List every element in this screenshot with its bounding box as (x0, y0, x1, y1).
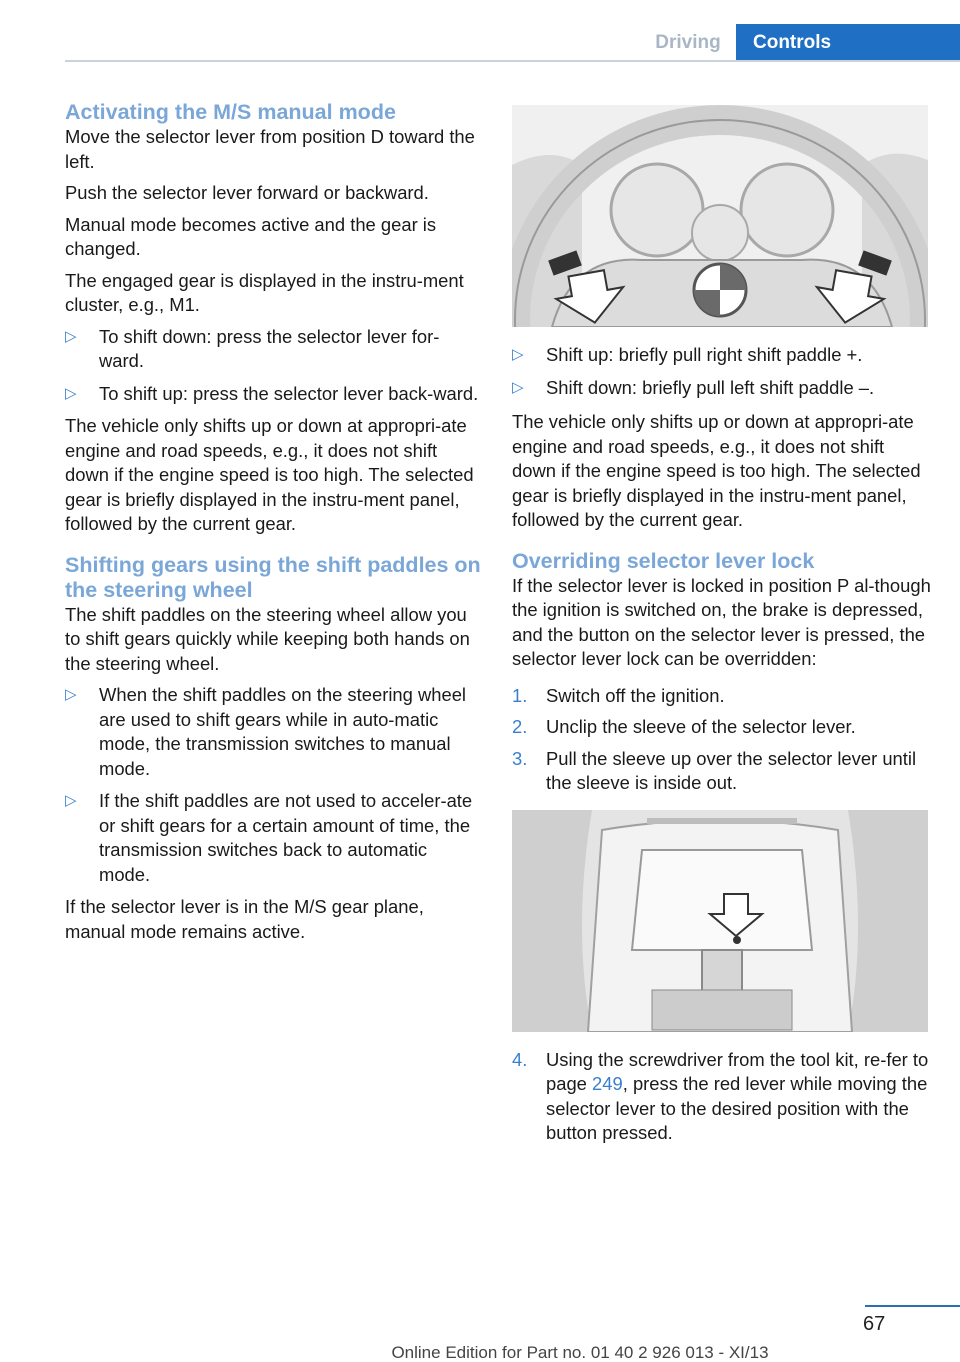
list-item-text: Using the screwdriver from the tool kit, re-fer to page (546, 1048, 929, 1094)
paragraph: If the selector lever is locked in position P al-though the ignition is switched on, the brake is depressed, and the button on the selector lever is pressed, the selector lever lock can be overridden: (512, 574, 931, 669)
list-item (65, 683, 483, 781)
paragraph: Move the selector lever from position D toward the left. (65, 126, 475, 172)
section-heading-manual-mode: Activating the M/S manual mode (65, 100, 396, 124)
triangle-bullet-icon: ▷ (65, 686, 77, 703)
right-column (512, 100, 932, 1154)
selector-lever-sleeve-icon (512, 810, 928, 1032)
page-reference-link[interactable]: 249 (592, 1073, 623, 1094)
tab-driving[interactable]: Driving (655, 32, 721, 53)
list-item-text: If the shift paddles are not used to acceler-ate or shift gears for a certain amount of time, the transmission switches back to automatic mode. (99, 790, 473, 885)
list-item-text: Pull the sleeve up over the selector lever until the sleeve is inside out. (546, 747, 917, 793)
step-number: 4. (512, 1048, 528, 1070)
bullet-list (512, 343, 932, 400)
left-column (65, 100, 483, 951)
bullet-list (65, 683, 483, 887)
list-item-text: To shift up: press the selector lever back-ward. (99, 382, 479, 404)
step-number: 2. (512, 716, 528, 737)
footer-divider (865, 1305, 960, 1307)
section-heading-lever-lock: Overriding selector lever lock (512, 548, 815, 573)
list-item (65, 382, 483, 407)
page-number: 67 (863, 1313, 886, 1335)
bullet-list (65, 325, 483, 407)
paragraph: If the selector lever is in the M/S gear plane, manual mode remains active. (65, 896, 424, 942)
list-item-text: , press the red lever while moving the selector lever to the desired position with the button pressed. (546, 1073, 928, 1143)
paragraph: The shift paddles on the steering wheel allow you to shift gears quickly while keeping both hands on the steering wheel. (65, 603, 470, 674)
paragraph: The engaged gear is displayed in the instru-ment cluster, e.g., M1. (65, 269, 464, 315)
triangle-bullet-icon: ▷ (65, 792, 77, 809)
triangle-bullet-icon: ▷ (65, 384, 77, 402)
list-item (65, 325, 483, 374)
section-heading-shift-paddles: Shifting gears using the shift paddles on the steering wheel (65, 552, 481, 602)
paragraph: Manual mode becomes active and the gear is changed. (65, 213, 437, 259)
steering-wheel-figure (512, 105, 928, 327)
triangle-bullet-icon: ▷ (65, 327, 77, 345)
steering-wheel-shift-paddles-icon (512, 105, 928, 327)
tab-controls[interactable]: Controls (736, 24, 960, 62)
list-item (512, 684, 932, 709)
list-item (512, 1048, 932, 1146)
list-item (512, 747, 932, 796)
list-item-text: When the shift paddles on the steering wheel are used to shift gears while in auto-matic mode, the transmission switches to manual mode. (99, 684, 467, 779)
paragraph: Push the selector lever forward or backward. (65, 182, 429, 203)
step-number: 1. (512, 684, 528, 706)
triangle-bullet-icon: ▷ (512, 346, 524, 363)
step-number: 3. (512, 747, 528, 769)
list-item-text: To shift down: press the selector lever for-ward. (99, 325, 440, 371)
list-item-text: Shift down: briefly pull left shift paddle –. (546, 376, 875, 398)
list-item (512, 715, 932, 740)
edition-note: Online Edition for Part no. 01 40 2 926 013 - XI/13 (391, 1343, 769, 1362)
list-item (512, 343, 932, 368)
list-item-text: Unclip the sleeve of the selector lever. (546, 716, 856, 737)
list-item (65, 789, 483, 887)
list-item (512, 376, 932, 401)
steps-list (512, 684, 932, 796)
triangle-bullet-icon: ▷ (512, 378, 524, 396)
header-divider (65, 60, 960, 62)
list-item-text: Switch off the ignition. (546, 684, 725, 706)
paragraph: The vehicle only shifts up or down at appropri-ate engine and road speeds, e.g., it does not shift down if the engine speed is too high. The selected gear is briefly displayed in the instru-ment panel, followed by the current gear. (512, 411, 921, 530)
console-figure (512, 810, 928, 1032)
list-item-text: Shift up: briefly pull right shift paddle +. (546, 344, 863, 365)
paragraph: The vehicle only shifts up or down at appropri-ate engine and road speeds, e.g., it does not shift down if the engine speed is too high. The selected gear is briefly displayed in the instru-ment panel, followed by the current gear. (65, 415, 474, 534)
steps-list (512, 1048, 932, 1146)
